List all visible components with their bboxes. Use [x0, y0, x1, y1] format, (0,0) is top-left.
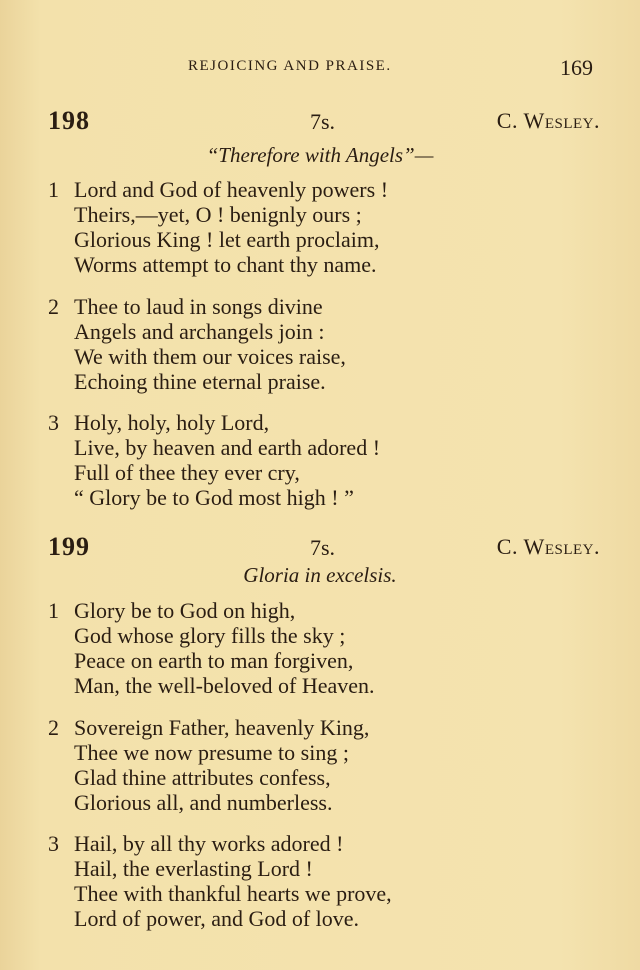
- stanza-number: 3: [48, 410, 59, 435]
- hymn-header: [48, 532, 600, 564]
- verse-line: Live, by heaven and earth adored !: [74, 435, 381, 460]
- stanza-number: 3: [48, 831, 59, 856]
- stanza-number: 1: [48, 177, 59, 202]
- hymn-author: C. Wesley.: [496, 108, 600, 133]
- verse-line: We with them our voices raise,: [74, 344, 346, 369]
- stanza-lines: [74, 831, 604, 931]
- verse-line: Hail, by all thy works adored !: [74, 831, 344, 856]
- verse-line: Glorious King ! let earth proclaim,: [74, 227, 380, 252]
- verse-line: Hail, the everlasting Lord !: [74, 856, 313, 881]
- hymn-subtitle: Gloria in excelsis.: [243, 563, 397, 587]
- verse-line: Thee we now presume to sing ;: [74, 740, 349, 765]
- stanza-lines: [74, 294, 604, 394]
- hymn-author: C. Wesley.: [496, 534, 600, 559]
- verse-line: Full of thee they ever cry,: [74, 460, 300, 485]
- verse-line: Echoing thine eternal praise.: [74, 369, 326, 394]
- running-head: REJOICING AND PRAISE.: [188, 58, 392, 74]
- hymn-number: 198: [48, 106, 90, 135]
- verse-line: Thee to laud in songs divine: [74, 294, 323, 319]
- stanza-lines: [74, 177, 604, 277]
- verse-line: Glorious all, and numberless.: [74, 790, 333, 815]
- stanza-number: 2: [48, 294, 59, 319]
- stanza-lines: [74, 598, 604, 698]
- verse-line: Glad thine attributes confess,: [74, 765, 331, 790]
- verse-line: God whose glory fills the sky ;: [74, 623, 346, 648]
- verse-line: Holy, holy, holy Lord,: [74, 410, 270, 435]
- verse-line: Angels and archangels join :: [74, 319, 325, 344]
- hymn-header: [48, 106, 600, 138]
- verse-line: “ Glory be to God most high ! ”: [74, 485, 354, 510]
- verse-line: Peace on earth to man forgiven,: [74, 648, 354, 673]
- verse-line: Worms attempt to chant thy name.: [74, 252, 377, 277]
- verse-line: Thee with thankful hearts we prove,: [74, 881, 392, 906]
- stanza-number: 2: [48, 715, 59, 740]
- page-number: 169: [560, 55, 593, 80]
- verse-line: Man, the well-beloved of Heaven.: [74, 673, 375, 698]
- hymn-meter: 7s.: [310, 535, 336, 560]
- stanza-lines: [74, 715, 604, 815]
- stanza-number: 1: [48, 598, 59, 623]
- verse-line: Lord and God of heavenly powers !: [74, 177, 389, 202]
- verse-line: Theirs,—yet, O ! benignly ours ;: [74, 202, 362, 227]
- verse-line: Lord of power, and God of love.: [74, 906, 360, 931]
- hymn-subtitle: “Therefore with Angels”—: [206, 143, 434, 167]
- hymn-meter: 7s.: [310, 109, 336, 134]
- stanza-lines: [74, 410, 604, 510]
- verse-line: Sovereign Father, heavenly King,: [74, 715, 370, 740]
- verse-line: Glory be to God on high,: [74, 598, 296, 623]
- hymn-number: 199: [48, 532, 90, 561]
